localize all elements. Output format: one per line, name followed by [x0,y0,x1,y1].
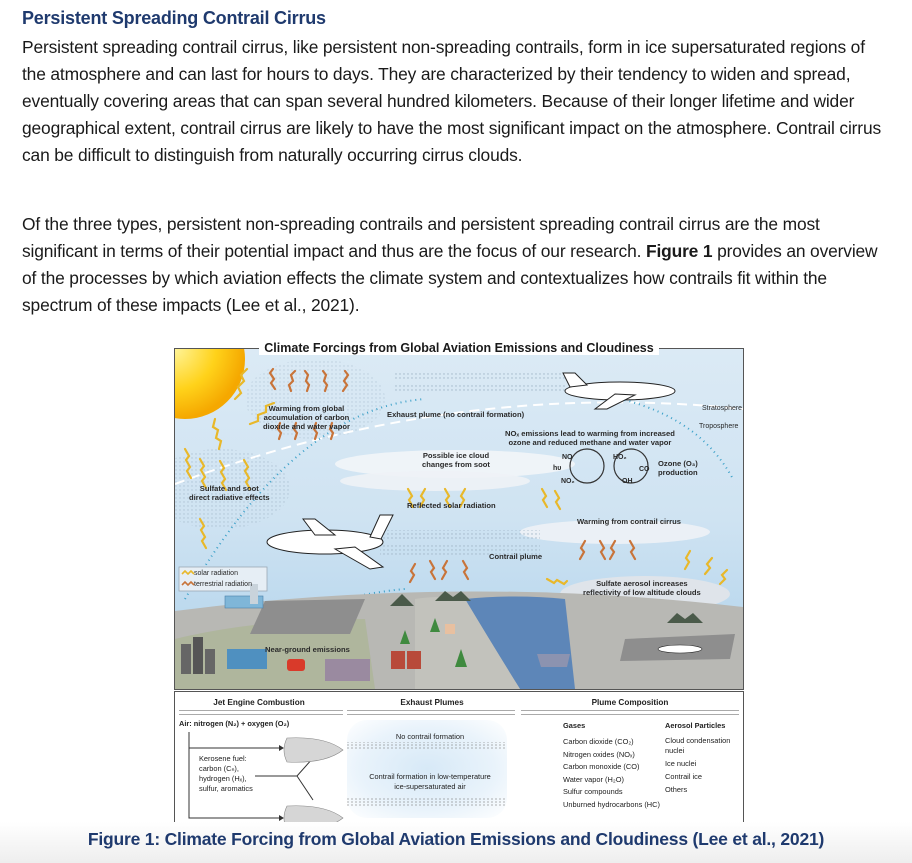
solar-ray [555,491,560,509]
chem-no: NO [562,454,573,461]
aerosol-header: Aerosol Particles [665,721,726,730]
figure-1 [174,341,744,823]
exhaust-plume-contrail [347,798,505,806]
figure-title [174,341,744,355]
terrestrial-ray [442,561,447,579]
chem-hv: hυ [553,465,562,472]
chem-ho2: HO₂ [613,454,627,461]
gas-item: Carbon dioxide (CO₂) [563,737,634,746]
air-label: Air: nitrogen (N₂) + oxygen (O₂) [179,719,290,728]
label-ice-cloud: Possible ice cloud changes from soot [422,451,490,469]
contrail-formation-label: Contrail formation in low-temperature ice-supersaturated air [369,772,491,791]
solar-ray [213,419,221,449]
gases-list [563,736,660,812]
solar-ray [685,551,690,569]
factory-icon [325,659,370,681]
fuel-label: Kerosene fuel: carbon (Cₙ), hydrogen (Hₓ), sulfur, aromatics [199,754,253,793]
label-warming-contrail: Warming from contrail cirrus [577,517,681,526]
aerosol-item: Ice nuclei [665,759,697,768]
emissions-panel [174,691,744,823]
label-reflected-solar: Reflected solar radiation [407,501,496,510]
climate-scene [174,348,744,690]
col-header-jet: Jet Engine Combustion [213,698,305,707]
gas-item: Nitrogen oxides (NOₓ) [563,749,635,759]
paragraph-2-text-b: provides an overview of the processes by which aviation effects the climate system and contextualizes how contrails fit within the spectrum of these impacts (Lee et al., 2021). [22,241,878,315]
solar-ray [705,558,712,574]
gas-item: Water vapor (H₂O) [563,774,624,784]
airplane-icon [658,645,702,653]
solar-ray [547,579,567,584]
runway [250,599,365,634]
ice-cloud [340,471,530,491]
chem-oh: OH [622,478,633,485]
paragraph-2 [22,211,892,319]
arrow-icon [279,815,284,821]
solar-ray [720,570,727,584]
aerosol-item: Cloud condensation [665,736,731,745]
ship-icon [537,654,570,667]
divider [179,710,343,715]
fuel-line [255,758,313,800]
engine-icon [284,738,343,763]
label-warming-co2: Warming from global accumulation of carbon dioxide and water vapor [263,404,350,431]
contrail-plume [380,530,540,540]
label-near-ground: Near-ground emissions [265,645,350,654]
label-ozone: Ozone (O₃) production [658,459,698,477]
engine-icon [284,806,343,822]
exhaust-plume-no-contrail [347,742,505,750]
house-icon [445,624,455,634]
col-header-exhaust: Exhaust Plumes [400,698,464,707]
figure-title-text: Climate Forcings from Global Aviation Emissions and Cloudiness [259,341,658,355]
no-contrail-label: No contrail formation [395,732,465,741]
gas-item: Sulfur compounds [563,787,623,797]
label-stratosphere: Stratosphere [702,405,743,412]
aerosol-item: Others [665,785,688,794]
solar-ray [542,489,547,507]
divider [347,710,515,715]
house-icon [391,651,405,669]
city-building [193,637,203,674]
arrow-icon [279,745,284,751]
aerosol-item: Contrail ice [665,772,702,781]
divider [521,710,739,715]
section-heading: Persistent Spreading Contrail Cirrus [22,8,326,28]
airplane-icon [563,373,675,409]
house-icon [407,651,421,669]
aerosol-list [665,736,730,795]
exhaust-plume [395,371,565,379]
truck-icon [227,649,267,669]
label-troposphere: Troposphere [699,423,739,430]
terrestrial-ray [430,561,435,579]
terrestrial-ray [463,561,468,579]
label-sulfate-aerosol: Sulfate aerosol increases reflectivity of low altitude clouds [583,579,701,597]
city-building [181,644,191,674]
figure-reference: Figure 1 [645,241,713,261]
figure-caption: Figure 1: Climate Forcing from Global Aviation Emissions and Cloudiness (Lee et al., 2021) [87,829,825,849]
gas-item: Carbon monoxide (CO) [563,762,640,772]
car-icon [287,659,305,671]
city-building [205,649,215,674]
sun-icon [175,349,245,419]
legend-terrestrial: terrestrial radiation [194,581,252,588]
label-exhaust-plume: Exhaust plume (no contrail formation) [387,410,525,419]
chem-no2: NO₂ [561,478,575,485]
terrestrial-ray [580,541,585,559]
label-contrail-plume: Contrail plume [489,552,543,561]
aerosol-item: nuclei [665,746,685,755]
gas-item: Unburned hydrocarbons (HC) [563,799,660,809]
legend-solar: solar radiation [194,570,238,577]
col-header-composition: Plume Composition [591,698,669,707]
exhaust-plume [395,385,565,393]
chem-co: CO [639,466,650,473]
gases-header: Gases [563,721,586,730]
paragraph-2-text-a: Of the three types, persistent non-spreading contrails and persistent spreading contrail cirrus are the most significant in terms of their potential impact and thus are the focus of our research. [22,214,820,261]
label-sulfate-soot: Sulfate and soot direct radiative effects [189,484,270,502]
no-cycle-icon [570,449,604,483]
terrestrial-ray [410,564,415,582]
label-nox: NOₓ emissions lead to warming from increased ozone and reduced methane and water vapor [505,429,675,447]
paragraph-1: Persistent spreading contrail cirrus, like persistent non-spreading contrails, form in ice supersaturated regions of the atmosphere and can last for hours to days. They are characterized by their tendency to widen and spread, eventually covering areas that can span several hundred kilometers. Because of their longer lifetime and wider geographical extent, contrail cirrus are likely to have the most significant impact on the atmosphere. Contrail cirrus can be difficult to distinguish from naturally occurring cirrus clouds. [22,37,882,165]
airplane-icon [267,515,393,569]
